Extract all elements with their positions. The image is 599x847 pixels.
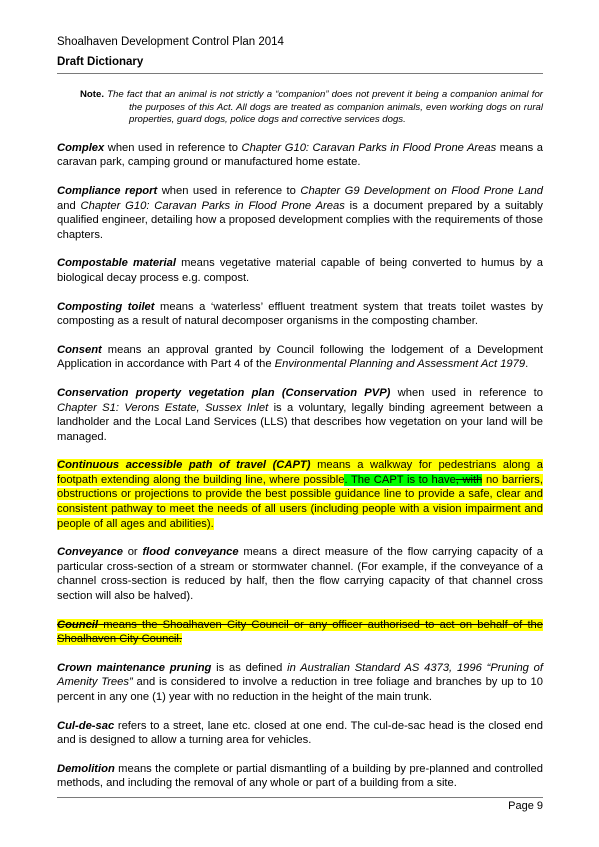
- note-paragraph: [57, 89, 543, 127]
- definition-conservation-pvp: [57, 386, 543, 444]
- chapter-reference: Chapter G10: Caravan Parks in Flood Prone Areas: [80, 199, 345, 212]
- definition-text: means vegetative material capable of being converted to humus by a biological decay process e.g. compost.: [57, 257, 543, 284]
- definition-text: is a voluntary, legally binding agreement between a landholder and the Local Land Services (LLS) that describes how vegetation on your land will be managed.: [57, 401, 544, 443]
- definition-consent: [57, 343, 543, 372]
- definition-cul-de-sac: [57, 719, 543, 748]
- definition-text: when used in reference to: [390, 386, 543, 399]
- term: Consent: [57, 343, 102, 356]
- definition-text: means a direct measure of the flow carrying capacity of a particular cross-section of a stream or stormwater channel. (For example, if the conveyance of a channel cross-section is reduced by half, then the flow carrying capacity of that channel cross section will also be halved).: [57, 546, 543, 603]
- definition-text: when used in reference to: [104, 141, 242, 154]
- definition-text: means a caravan park, camping ground or manufactured home estate.: [57, 141, 543, 169]
- definition-text: or: [122, 546, 143, 559]
- term: Continuous accessible path of travel (CAPT): [57, 459, 311, 472]
- definition-demolition: [57, 762, 543, 791]
- standard-reference: in Australian Standard AS 4373, 1996 “Pruning of Amenity Trees”: [57, 661, 543, 689]
- green-highlight-insert: . The CAPT is to have: [344, 473, 456, 486]
- term: Cul-de-sac: [57, 719, 115, 732]
- definition-composting-toilet: [57, 300, 543, 329]
- document-title: Shoalhaven Development Control Plan 2014: [57, 36, 284, 48]
- page-content: [57, 89, 543, 805]
- footer-rule: [57, 797, 543, 798]
- definition-text: means a ‘waterless’ effluent treatment system that treats toilet wastes by composting as a result of natural decomposer organisms in the composting chamber.: [57, 300, 544, 328]
- term: Conveyance: [57, 546, 123, 559]
- chapter-reference: Chapter G9 Development on Flood Prone Land: [300, 184, 543, 197]
- chapter-reference: Chapter G10: Caravan Parks in Flood Prone Areas: [241, 141, 497, 154]
- definition-text: refers to a street, lane etc. closed at one end. The cul-de-sac head is the closed end and is designed to allow a turning area for vehicles.: [57, 719, 543, 747]
- term: Council: [57, 618, 99, 631]
- definition-text: and is considered to involve a reduction in tree foliage and branches by up to 10 percent in any one (1) year with no reduction in the height of the main trunk.: [57, 676, 543, 703]
- chapter-reference: Chapter S1: Verons Estate, Sussex Inlet: [57, 401, 269, 414]
- definition-text: when used in reference to: [157, 184, 301, 197]
- definition-text: .: [525, 358, 529, 371]
- term: Conservation property vegetation plan (Conservation PVP): [57, 386, 391, 399]
- definition-complex: [57, 141, 543, 170]
- term: Compostable material: [57, 257, 176, 270]
- definition-council-deleted: [57, 618, 543, 647]
- definition-text: means a walkway for pedestrians along a footpath extending along the building line, where possible: [57, 459, 544, 486]
- term: Crown maintenance pruning: [57, 661, 212, 674]
- definition-conveyance: [57, 545, 543, 603]
- green-highlight-deletion: , with: [455, 473, 483, 486]
- definition-text: means an approval granted by Council following the lodgement of a Development Application in accordance with Part 4 of the: [57, 343, 543, 371]
- definition-compliance-report: [57, 184, 543, 242]
- definition-compostable-material: [57, 256, 543, 285]
- definition-text: means the complete or partial dismantling of a building by pre-planned and controlled methods, and including the removal of any whole or part of a building from a site.: [57, 762, 543, 790]
- term: flood conveyance: [142, 546, 239, 559]
- document-subtitle: Draft Dictionary: [57, 56, 144, 68]
- note-text: The fact that an animal is not strictly a “companion” does not prevent it being a companion animal for the purposes of this Act. All dogs are treated as companion animals, even working dogs on rural properties, guard dogs, police dogs and corrective services dogs.: [103, 89, 543, 126]
- definition-text: and: [57, 199, 81, 212]
- page-header: [57, 35, 543, 69]
- note-label: Note.: [80, 89, 104, 100]
- term: Demolition: [57, 762, 115, 775]
- definition-crown-maintenance-pruning: [57, 661, 543, 705]
- definition-text: means the Shoalhaven City Council or any officer authorised to act on behalf of the Shoalhaven City Council.: [57, 618, 543, 646]
- act-reference: Environmental Planning and Assessment Act 1979: [274, 358, 526, 371]
- definition-capt: [57, 458, 543, 531]
- definition-text: no barriers, obstructions or projections to provide the best possible guidance line to provide a safe, clear and consistent pathway to meet the needs of all users (including people with a vision impairment and people of all ages and abilities).: [57, 473, 543, 530]
- definition-text: is a document prepared by a suitably qualified engineer, detailing how a proposed development complies with the requirements of those chapters.: [57, 199, 543, 241]
- term: Composting toilet: [57, 300, 155, 313]
- header-rule: [57, 73, 543, 74]
- term: Compliance report: [57, 184, 158, 197]
- page-number: Page 9: [508, 800, 543, 812]
- definition-text: is as defined: [211, 661, 288, 674]
- term: Complex: [57, 141, 105, 154]
